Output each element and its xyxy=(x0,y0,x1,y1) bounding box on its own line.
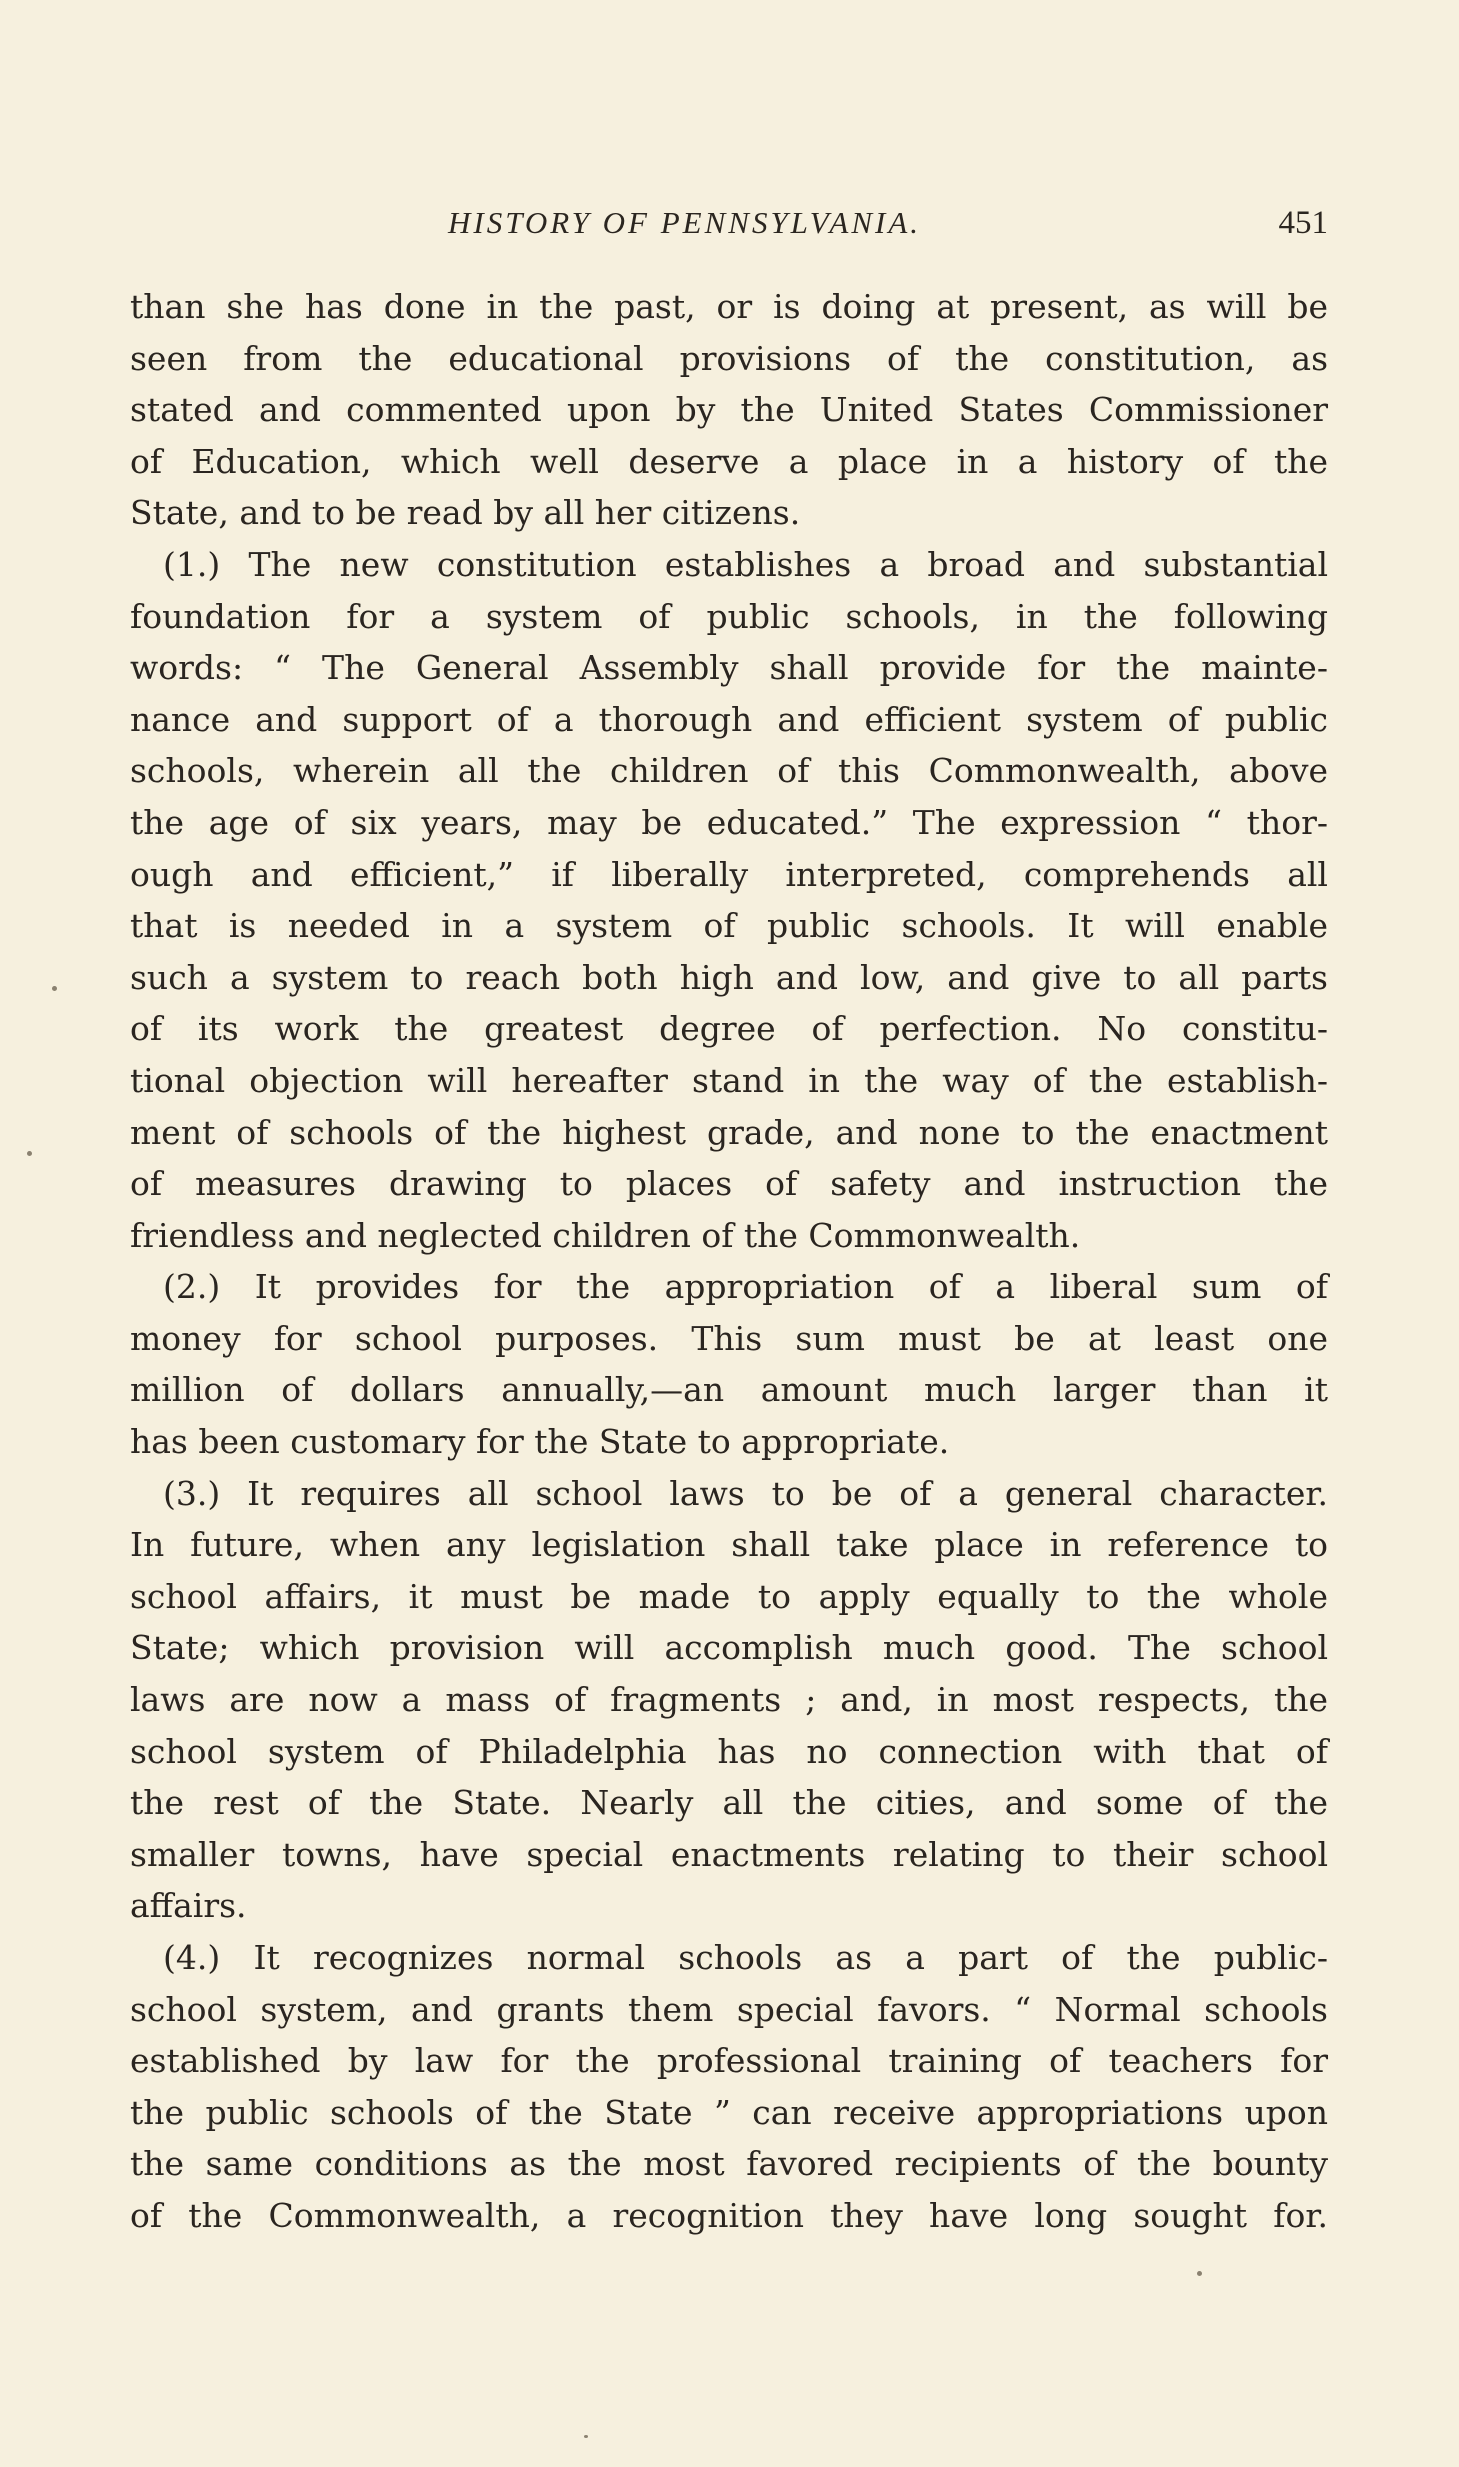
paragraph-1 xyxy=(130,539,1328,1261)
text-line: school affairs, it must be made to apply equally to the whole xyxy=(130,1576,1328,1616)
text-line: the age of six years, may be educated.” The expression “ thor- xyxy=(130,802,1328,842)
text-line: of its work the greatest degree of perfection. No constitu- xyxy=(130,1009,1328,1049)
text-line: the rest of the State. Nearly all the cities, and some of the xyxy=(130,1783,1328,1823)
text-line: ough and efficient,” if liberally interpreted, comprehends all xyxy=(130,854,1328,894)
text-line: In future, when any legislation shall take place in reference to xyxy=(130,1525,1328,1565)
page-header xyxy=(130,205,1328,253)
text-line: foundation for a system of public schools, in the following xyxy=(130,596,1328,636)
paper-speck xyxy=(1197,2271,1202,2276)
text-line: State, and to be read by all her citizens. xyxy=(130,493,801,533)
text-line: ment of schools of the highest grade, and none to the enactment xyxy=(130,1112,1328,1152)
text-line: that is needed in a system of public schools. It will enable xyxy=(130,906,1328,946)
paragraph-4 xyxy=(130,1932,1328,2242)
running-title: HISTORY OF PENNSYLVANIA. xyxy=(448,205,922,240)
text-line: stated and commented upon by the United States Commissioner xyxy=(130,390,1328,430)
page-number: 451 xyxy=(1278,205,1328,241)
text-line: million of dollars annually,—an amount much larger than it xyxy=(130,1370,1328,1410)
text-line: the same conditions as the most favored recipients of the bounty xyxy=(130,2144,1328,2184)
text-line: seen from the educational provisions of the constitution, as xyxy=(130,338,1328,378)
paper-speck xyxy=(52,986,57,991)
text-line: such a system to reach both high and low, and give to all parts xyxy=(130,957,1328,997)
paragraph-intro xyxy=(130,281,1328,539)
text-line: of Education, which well deserve a place in a history of the xyxy=(130,441,1328,481)
text-line: words: “ The General Assembly shall provide for the mainte- xyxy=(130,648,1328,688)
text-line: affairs. xyxy=(130,1886,247,1926)
paragraph-3 xyxy=(130,1468,1328,1932)
text-line: friendless and neglected children of the Commonwealth. xyxy=(130,1215,1081,1255)
text-line: (4.) It recognizes normal schools as a part of the public- xyxy=(163,1938,1328,1977)
text-line: schools, wherein all the children of this Commonwealth, above xyxy=(130,751,1328,791)
text-line: laws are now a mass of fragments ; and, in most respects, the xyxy=(130,1680,1328,1720)
text-line: established by law for the professional training of teachers for xyxy=(130,2041,1328,2081)
text-line: (1.) The new constitution establishes a broad and substantial xyxy=(163,544,1328,584)
text-line: the public schools of the State ” can receive appropriations upon xyxy=(130,2092,1328,2132)
text-line: smaller towns, have special enactments relating to their school xyxy=(130,1834,1328,1874)
paper-speck xyxy=(584,2435,588,2438)
paper-speck xyxy=(27,1151,32,1156)
text-line: (2.) It provides for the appropriation of a liberal sum of xyxy=(163,1267,1328,1307)
text-line: school system, and grants them special favors. “ Normal schools xyxy=(130,1989,1328,2029)
text-line: of measures drawing to places of safety and instruction the xyxy=(130,1164,1328,1204)
text-line: (3.) It requires all school laws to be of a general character. xyxy=(163,1473,1328,1513)
text-line: than she has done in the past, or is doing at present, as will be xyxy=(130,287,1328,326)
text-line: of the Commonwealth, a recognition they have long sought for. xyxy=(130,2195,1328,2235)
text-line: nance and support of a thorough and efficient system of public xyxy=(130,699,1328,739)
text-line: has been customary for the State to appropriate. xyxy=(130,1422,950,1462)
body-text xyxy=(130,281,1328,2242)
text-line: school system of Philadelphia has no connection with that of xyxy=(130,1731,1328,1771)
text-line: tional objection will hereafter stand in the way of the establish- xyxy=(130,1060,1328,1100)
paragraph-2 xyxy=(130,1261,1328,1467)
text-line: State; which provision will accomplish much good. The school xyxy=(130,1628,1328,1668)
text-line: money for school purposes. This sum must be at least one xyxy=(130,1318,1328,1358)
